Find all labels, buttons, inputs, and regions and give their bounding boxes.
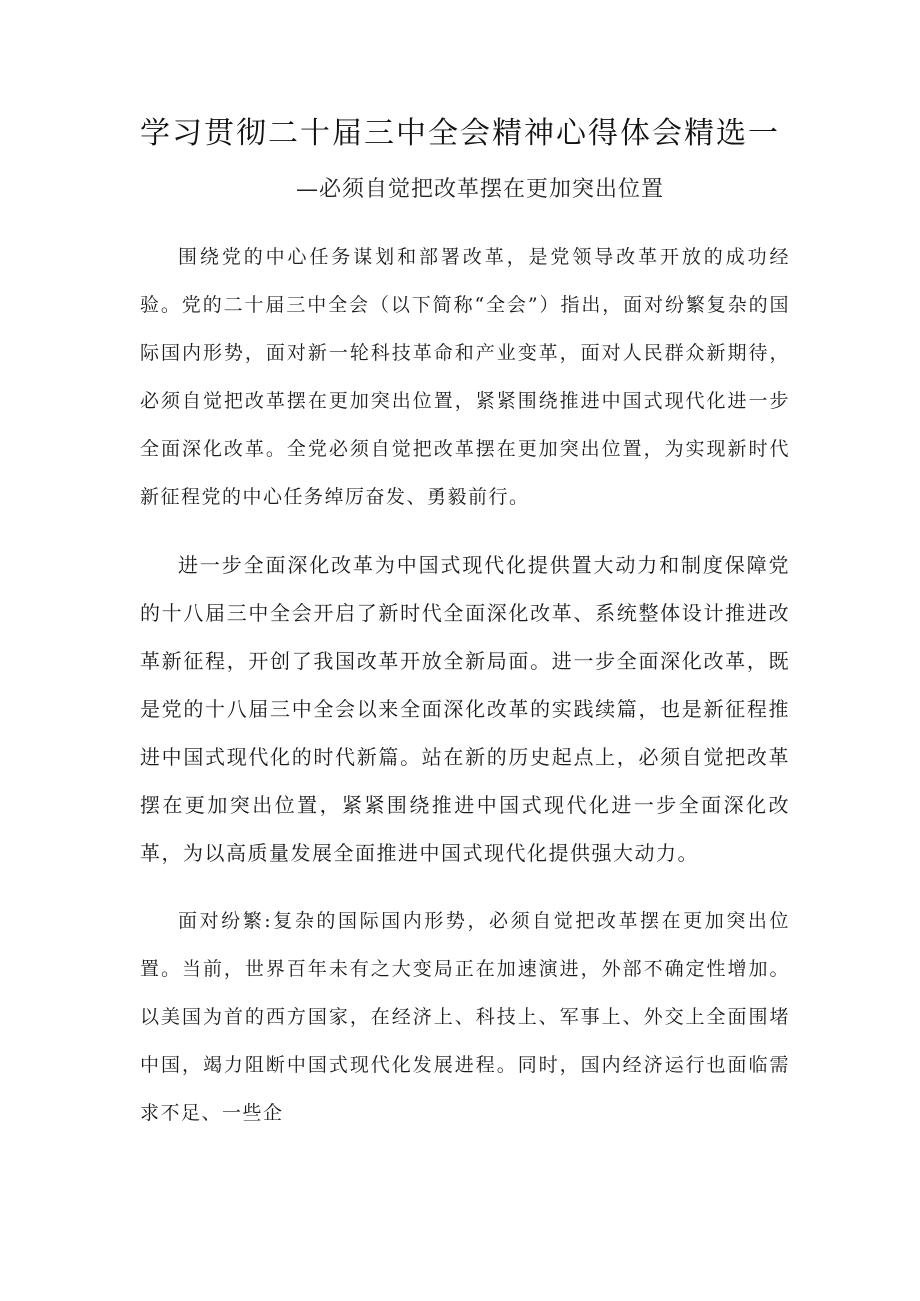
paragraph-3: 面对纷繁:复杂的国际国内形势，必须自觉把改革摆在更加突出位置。当前，世界百年未有之大变局正在加速演进，外部不确定性增加。以美国为首的西方国家，在经济上、科技上、军事上、外交上全面围堵中国，竭力阻断中国式现代化发展进程。同时，国内经济运行也面临需求不足、一些企 bbox=[140, 910, 790, 1124]
document-title: 学习贯彻二十届三中全会精神心得体会精选一 bbox=[140, 116, 780, 151]
document-subtitle: —必须自觉把改革摆在更加突出位置 bbox=[295, 177, 664, 202]
paragraph-2: 进一步全面深化改革为中国式现代化提供置大动力和制度保障党的十八届三中全会开启了新时代全面深化改革、系统整体设计推进改革新征程，开创了我国改革开放全新局面。进一步全面深化改革，既是党的十八届三中全会以来全面深化改革的实践续篇，也是新征程推进中国式现代化的时代新篇。站在新的历史起点上，必须自觉把改革摆在更加突出位置，紧紧围绕推进中国式现代化进一步全面深化改革，为以高质量发展全面推进中国式现代化提供强大动力。 bbox=[140, 553, 790, 865]
paragraph-1: 围绕党的中心任务谋划和部署改革，是党领导改革开放的成功经验。党的二十届三中全会（以下简称“全会”）指出，面对纷繁复杂的国际国内形势，面对新一轮科技革命和产业变革，面对人民群众新期待，必须自觉把改革摆在更加突出位置，紧紧围绕推进中国式现代化进一步全面深化改革。全党必须自觉把改革摆在更加突出位置，为实现新时代新征程党的中心任务绰厉奋发、勇毅前行。 bbox=[140, 246, 790, 508]
